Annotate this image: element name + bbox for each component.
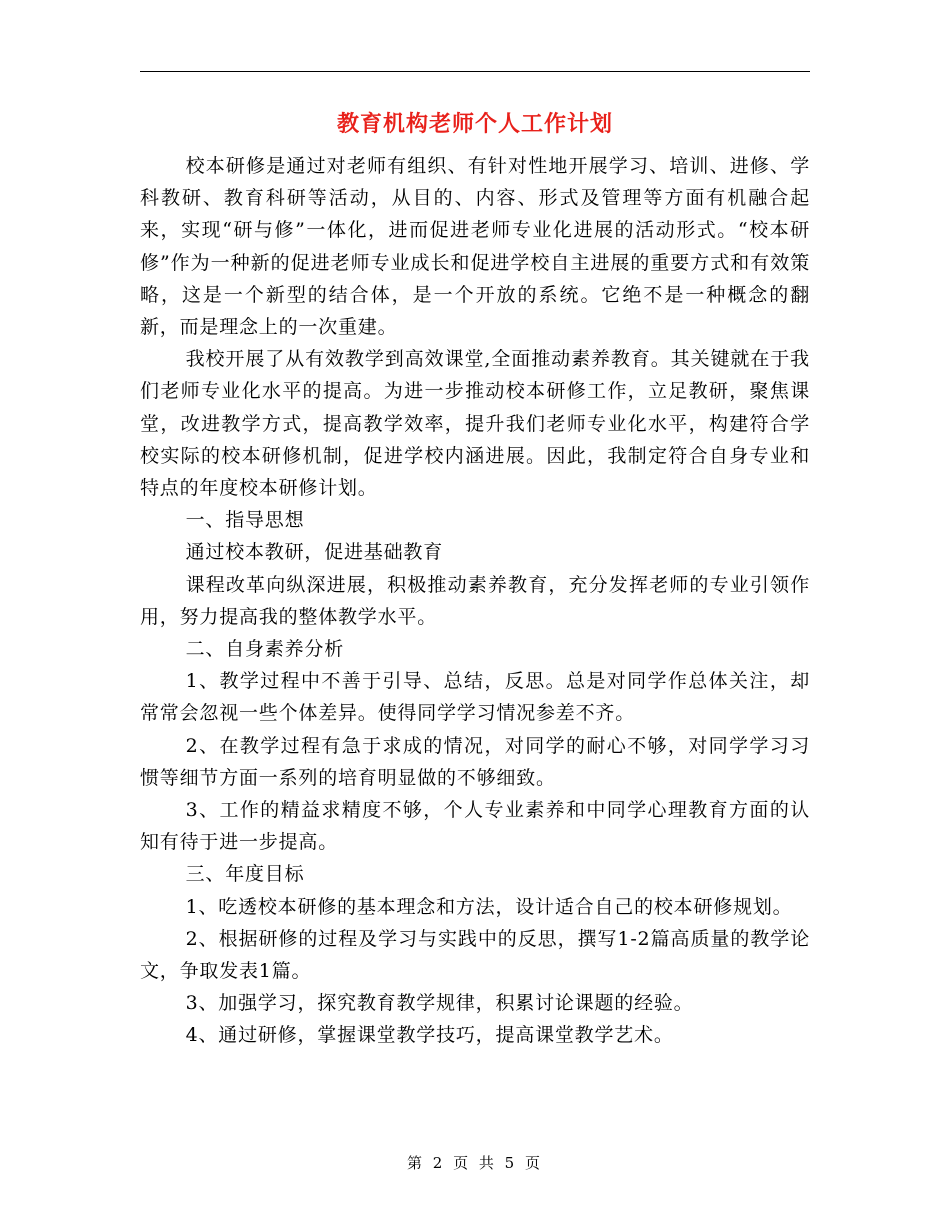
- list-item-goal-1: 1、吃透校本研修的基本理念和方法，设计适合自己的校本研修规划。: [185, 895, 793, 918]
- document-title: 教育机构老师个人工作计划: [336, 112, 613, 137]
- section-heading-self-analysis: 二、自身素养分析: [185, 638, 344, 661]
- paragraph-intro-1: 校本研修是通过对老师有组织、有针对性地开展学习、培训、进修、学科教研、教育科研等活动，从目的、内容、形式及管理等方面有机融合起来，实现“研与修”一体化，进而促进老师专业化进展的活动形式。“校本研修”作为一种新的促进老师专业成长和促进学校自主进展的重要方式和有效策略，这是一个新型的结合体，是一个开放的系统。它绝不是一种概念的翻新，而是理念上的一次重建。: [140, 155, 810, 339]
- list-item-analysis-1: 1、教学过程中不善于引导、总结，反思。总是对同学作总体关注，却常常会忽视一些个体差异。使得同学学习情况参差不齐。: [140, 670, 810, 725]
- list-item-goal-2: 2、根据研修的过程及学习与实践中的反思，撰写1-2篇高质量的教学论文，争取发表1篇。: [140, 927, 810, 983]
- list-item-goal-3: 3、加强学习，探究教育教学规律，积累讨论课题的经验。: [185, 992, 694, 1015]
- list-item-goal-4: 4、通过研修，掌握课堂教学技巧，提高课堂教学艺术。: [185, 1024, 674, 1047]
- section-heading-annual-goals: 三、年度目标: [185, 863, 305, 886]
- paragraph-guiding-1: 通过校本教研，促进基础教育: [185, 541, 443, 564]
- paragraph-guiding-2: 课程改革向纵深进展，积极推动素养教育，充分发挥老师的专业引领作用，努力提高我的整体教学水平。: [140, 573, 810, 628]
- list-item-analysis-2: 2、在教学过程有急于求成的情况，对同学的耐心不够，对同学学习习惯等细节方面一系列的培育明显做的不够细致。: [140, 734, 810, 789]
- page-number-footer: 第 2 页 共 5 页: [407, 1154, 543, 1172]
- section-heading-guiding-thought: 一、指导思想: [185, 509, 305, 532]
- header-rule: [140, 71, 810, 72]
- paragraph-intro-2: 我校开展了从有效教学到高效课堂,全面推动素养教育。其关键就在于我们老师专业化水平的提高。为进一步推动校本研修工作，立足教研，聚焦课堂，改进教学方式，提高教学效率，提升我们老师专业化水平，构建符合学校实际的校本研修机制，促进学校内涵进展。因此，我制定符合自身专业和特点的年度校本研修计划。: [140, 348, 810, 500]
- document-body: [140, 150, 810, 1052]
- list-item-analysis-3: 3、工作的精益求精度不够，个人专业素养和中同学心理教育方面的认知有待于进一步提高。: [140, 799, 810, 854]
